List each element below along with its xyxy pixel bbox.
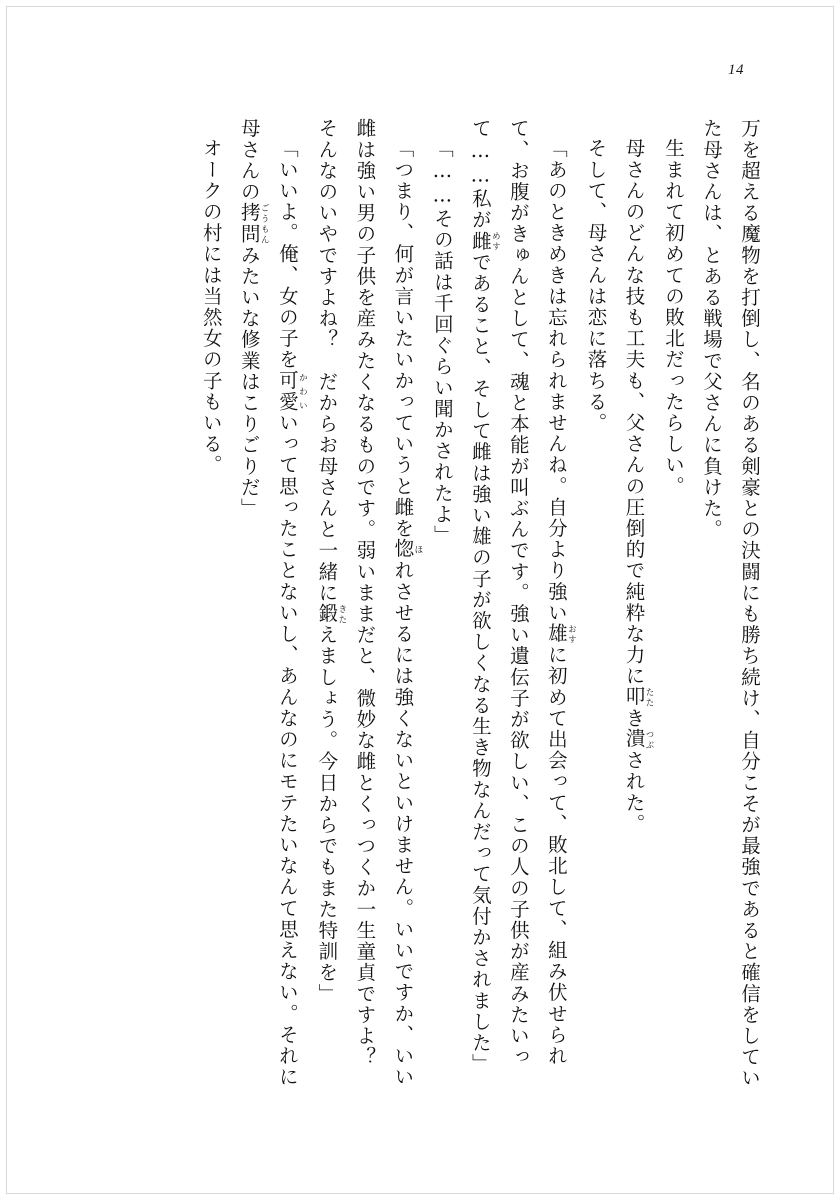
ruby-goumon: 拷問ごうもん xyxy=(237,202,270,245)
ruby-tsubu: 潰つぶ xyxy=(622,728,654,750)
paragraph-7: 「つまり、何が言いたいかっていうと雌を惚ほれさせるには強くないといけません。いいですか、いい雌は強い男の子供を産みたくなるものです。弱いままだと、微妙な雌とくっつくか一生童貞ですよ？ そんなのいやですよね？ だからお母さんと一緒に鍛きたえましょう。今日からでもまた特訓を」 xyxy=(315,118,423,1089)
paragraph-4: そして、母さんは恋に落ちる。 xyxy=(584,137,608,433)
ruby-kawaii: 可愛かわい xyxy=(275,369,308,412)
paragraph-1: 万を超える魔物を打倒し、名のある剣豪との決闘にも勝ち続け、自分こそが最強であると確信をしていた母さんは、とある戦場で父さんに負けた。 xyxy=(699,118,761,1089)
paragraph-5: 「あのときめきは忘れられませんね。自分より強い雄おすに初めて出会って、敗北して、組み伏せられて、お腹がきゅんとして、魂と本能が叫ぶんです。強い遺伝子が欲しい、この人の子供が産みたいって……私が雌めすであること、そして雌は強い雄の子が欲しくなる生き物なんだって気付かされました」 xyxy=(468,118,577,1075)
ruby-kita: 鍛きた xyxy=(315,603,347,625)
ruby-ho: 惚ほ xyxy=(391,538,423,560)
paragraph-8: 「いいよ。俺、女の子を可愛かわいいって思ったことないし、あんなのにモテたいなんて思えない。それに母さんの拷問ごうもんみたいな修業はこりごりだ」 xyxy=(237,118,308,1088)
page-number: 14 xyxy=(728,62,744,78)
ruby-osu: 雄おす xyxy=(544,622,577,644)
paragraph-3: 母さんのどんな技も工夫も、父さんの圧倒的で純粋な力に叩たたき潰つぶされた。 xyxy=(622,137,654,834)
paragraph-2: 生まれて初めての敗北だったらしい。 xyxy=(661,137,685,497)
page-body-text xyxy=(88,118,768,1108)
ruby-mesu: 雌めす xyxy=(468,230,501,252)
ruby-tataki: 叩たた xyxy=(622,686,654,708)
paragraph-9: オークの村には当然女の子もいる。 xyxy=(199,137,223,476)
paragraph-6: 「……その話は千回ぐらい聞かされたよ」 xyxy=(430,137,454,546)
